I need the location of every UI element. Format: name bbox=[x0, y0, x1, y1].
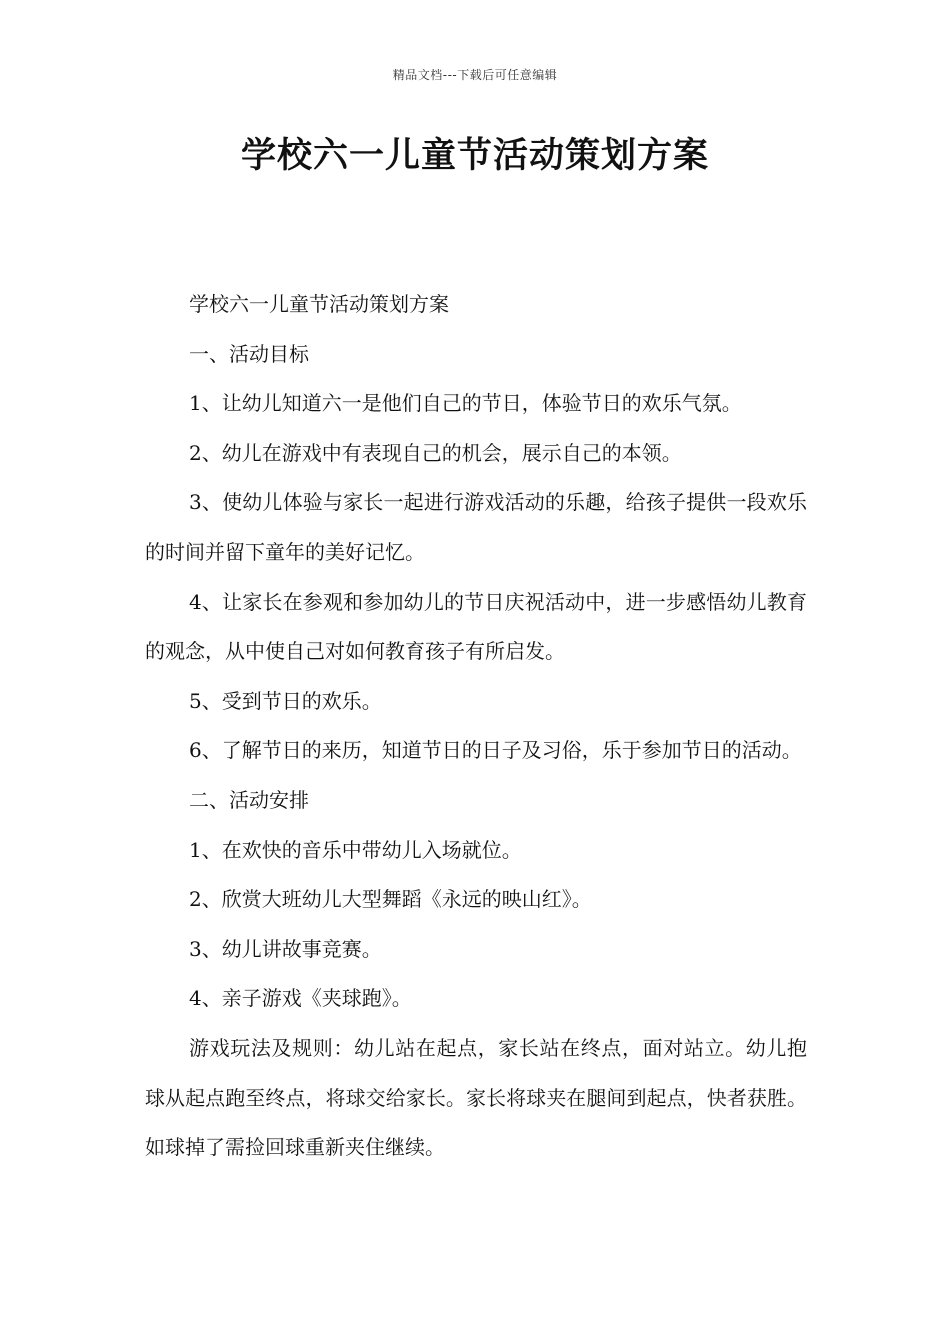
page-header: 精品文档---下载后可任意编辑 bbox=[392, 68, 558, 82]
paragraph-arrangement-4: 4、亲子游戏《夹球跑》。 bbox=[189, 986, 412, 1011]
paragraph-arrangement-1: 1、在欢快的音乐中带幼儿入场就位。 bbox=[189, 837, 522, 862]
section-heading-arrangement: 二、活动安排 bbox=[189, 787, 309, 812]
paragraph-game-rules: 游戏玩法及规则：幼儿站在起点，家长站在终点，面对站立。幼儿抱球从起点跑至终点，将球交给家长。家长将球夹在腿间到起点，快者获胜。如球掉了需捡回球重新夹住继续。 bbox=[145, 1035, 807, 1160]
paragraph-arrangement-2: 2、欣赏大班幼儿大型舞蹈《永远的映山红》。 bbox=[189, 887, 592, 912]
paragraph-goal-6: 6、了解节日的来历，知道节日的日子及习俗，乐于参加节日的活动。 bbox=[189, 738, 802, 763]
paragraph-goal-4: 4、让家长在参观和参加幼儿的节日庆祝活动中，进一步感悟幼儿教育的观念，从中使自己对如何教育孩子有所启发。 bbox=[145, 589, 807, 664]
document-title: 学校六一儿童节活动策划方案 bbox=[240, 136, 709, 176]
paragraph-goal-1: 1、让幼儿知道六一是他们自己的节日，体验节日的欢乐气氛。 bbox=[189, 391, 742, 416]
paragraph-subtitle: 学校六一儿童节活动策划方案 bbox=[189, 292, 449, 316]
paragraph-goal-5: 5、受到节日的欢乐。 bbox=[189, 688, 382, 713]
document-body bbox=[145, 280, 807, 1173]
paragraph-arrangement-3: 3、幼儿讲故事竞赛。 bbox=[189, 936, 382, 961]
paragraph-goal-2: 2、幼儿在游戏中有表现自己的机会，展示自己的本领。 bbox=[189, 440, 682, 465]
paragraph-goal-3: 3、使幼儿体验与家长一起进行游戏活动的乐趣，给孩子提供一段欢乐的时间并留下童年的美好记忆。 bbox=[145, 490, 807, 564]
section-heading-goals: 一、活动目标 bbox=[189, 341, 309, 366]
